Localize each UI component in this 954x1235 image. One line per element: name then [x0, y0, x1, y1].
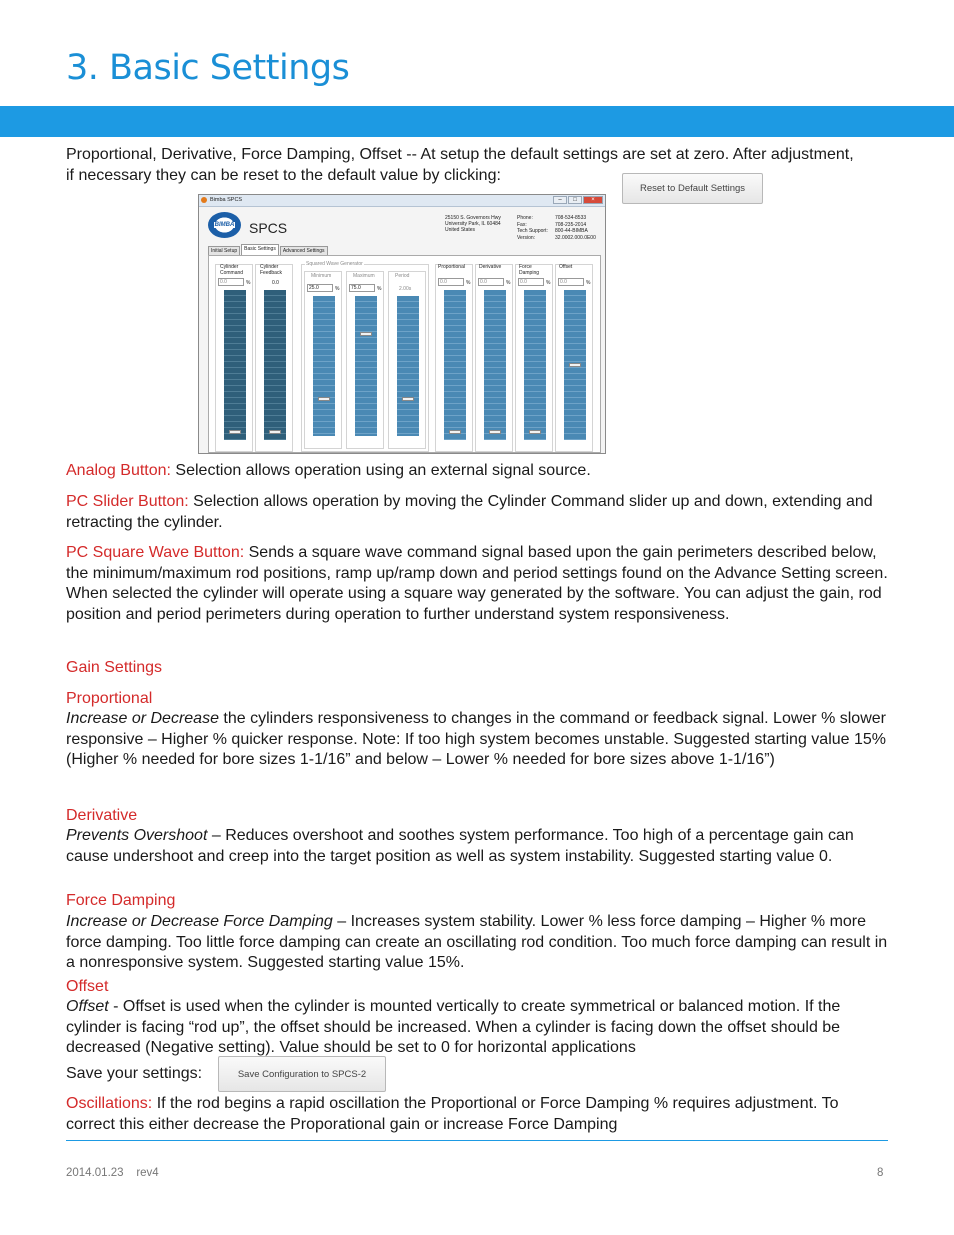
period-group — [388, 271, 426, 449]
cyl-command-slider[interactable] — [224, 290, 246, 440]
logo-text: BIMBA — [214, 222, 235, 228]
contact-key: Phone: — [517, 215, 533, 221]
osc-text: If the rod begins a rapid oscillation the Proportional or Force Damping % requires adjustment. To correct this either decrease the Proporational gain or increase Force Damping — [66, 1095, 839, 1133]
minimum-slider[interactable] — [313, 296, 335, 436]
slider-thumb — [269, 430, 281, 434]
address-line: 25150 S. Governors Hwy — [445, 215, 501, 221]
cyl-command-input[interactable]: 0.0 — [218, 278, 244, 286]
period-value: 2.00s — [399, 286, 412, 292]
pcslider-label: PC Slider Button: — [66, 493, 189, 510]
square-wave-title: Squared Wave Generator — [306, 261, 363, 267]
cyl-command-label: Cylinder — [220, 264, 239, 270]
cyl-feedback-group — [255, 264, 293, 452]
window-titlebar — [199, 195, 605, 207]
unit-label: % — [335, 286, 340, 292]
slider-thumb[interactable] — [529, 430, 541, 434]
proportional-group — [435, 264, 473, 452]
force-damping-input[interactable]: 0.0 — [518, 278, 544, 286]
header-band — [0, 106, 954, 137]
footer-date: 2014.01.23 rev4 — [66, 1167, 159, 1179]
offset-input[interactable]: 0.0 — [558, 278, 584, 286]
offset-paragraph — [66, 997, 888, 1059]
period-slider[interactable] — [397, 296, 419, 436]
unit-label: % — [377, 286, 382, 292]
maximum-group — [346, 271, 384, 449]
address-line: University Park, IL 60484 — [445, 221, 501, 227]
derivative-slider[interactable] — [484, 290, 506, 440]
minimum-label: Minimum — [311, 273, 332, 279]
tab-basic-settings[interactable]: Basic Settings — [241, 244, 279, 255]
cyl-feedback-label: Cylinder — [260, 264, 279, 270]
contact-key: Fax: — [517, 221, 527, 228]
analog-label: Analog Button: — [66, 462, 171, 479]
derivative-input[interactable]: 0.0 — [478, 278, 504, 286]
slider-thumb[interactable] — [489, 430, 501, 434]
proportional-slider[interactable] — [444, 290, 466, 440]
window-title: Bimba SPCS — [210, 197, 243, 203]
minimum-input[interactable]: 25.0 — [307, 284, 333, 292]
gain-heading: Gain Settings — [66, 659, 163, 676]
reset-default-button[interactable]: Reset to Default Settings — [622, 173, 763, 204]
slider-thumb[interactable] — [318, 397, 330, 401]
maximum-slider[interactable] — [355, 296, 377, 436]
slider-thumb[interactable] — [360, 332, 372, 336]
app-icon — [201, 197, 207, 203]
offset-group — [555, 264, 593, 452]
intro-paragraph: Proportional, Derivative, Force Damping, Offset -- At setup the default settings are set at zero. After adjustment, if necessary they can be reset to the default value by clicking: — [66, 146, 854, 184]
square-wave-group — [301, 261, 429, 452]
address-block — [445, 215, 501, 233]
analog-text: Selection allows operation using an external signal source. — [170, 462, 591, 479]
maximum-input[interactable]: 75.0 — [349, 284, 375, 292]
deriv-em: Prevents Overshoot — [66, 827, 208, 844]
deriv-paragraph — [66, 826, 888, 867]
cyl-feedback-value: 0.0 — [272, 280, 279, 286]
save-config-button[interactable]: Save Configuration to SPCS-2 — [218, 1056, 386, 1092]
offset-em: Offset — [66, 998, 109, 1015]
square-text: Sends a square wave command signal based upon the gain perimeters described below, the minimum/maximum rod positions, ramp up/ramp down and period settings found on the Advance Setting screen. When selected the cylinder will operate using a square way generated by the software. You can adjust the gain, rod position and period perimeters during operation to further understand system responsiveness. — [66, 544, 888, 623]
proportional-label: Proportional — [438, 264, 465, 270]
force-damping-group — [515, 264, 553, 452]
force-damping-label: Force — [519, 264, 532, 270]
contact-block — [517, 215, 596, 241]
tab-advanced-settings[interactable]: Advanced Settings — [280, 246, 328, 257]
unit-label: % — [506, 280, 511, 286]
derivative-label: Derivative — [479, 264, 502, 270]
cyl-feedback-label: Feedback — [260, 269, 282, 276]
offset-label: Offset — [559, 264, 573, 270]
slider-thumb[interactable] — [402, 397, 414, 401]
deriv-heading: Derivative — [66, 807, 138, 824]
square-paragraph — [66, 543, 888, 625]
contact-key: Version: — [517, 234, 536, 241]
prop-text: the cylinders responsiveness to changes in the command or feedback signal. Lower % slower responsive – Higher % quicker response. Note: If too high system becomes unstable. Suggested starting value 15% (Higher % needed for bore sizes 1-1/16” and below – Lower % needed for bore sizes above 1-1/16”) — [66, 710, 887, 768]
period-label: Period — [395, 273, 410, 279]
cyl-feedback-slider — [264, 290, 286, 440]
proportional-input[interactable]: 0.0 — [438, 278, 464, 286]
pcslider-paragraph — [66, 492, 888, 533]
force-damping-label: Damping — [519, 269, 540, 276]
deriv-text: – Reduces overshoot and soothes system performance. Too high of a percentage gain can cause undershoot and creep into the target position as well as system instability. Suggested starting value 0. — [66, 827, 854, 865]
slider-thumb[interactable] — [229, 430, 241, 434]
page-title: 3. Basic Settings — [66, 48, 350, 88]
prop-heading: Proportional — [66, 690, 153, 707]
offset-heading: Offset — [66, 978, 109, 995]
app-name: SPCS — [249, 220, 288, 236]
bimba-logo — [208, 212, 241, 238]
maximize-button[interactable]: □ — [568, 196, 582, 204]
address-line: United States — [445, 227, 476, 233]
prop-em: Increase or Decrease — [66, 710, 219, 727]
cyl-command-label: Command — [220, 269, 244, 276]
unit-label: % — [466, 280, 471, 286]
contact-value: 708-534-8533 — [555, 215, 587, 221]
pcslider-text: Selection allows operation by moving the Cylinder Command slider up and down, extending and retracting the cylinder. — [66, 493, 873, 531]
unit-label: % — [586, 280, 591, 286]
save-text: Save your settings: — [66, 1065, 203, 1082]
force-heading: Force Damping — [66, 892, 176, 909]
osc-paragraph — [66, 1094, 888, 1135]
prop-paragraph — [66, 709, 888, 771]
slider-thumb[interactable] — [569, 363, 581, 367]
page-number: 8 — [877, 1167, 884, 1179]
analog-paragraph — [66, 461, 888, 482]
tab-initial-setup[interactable]: Initial Setup — [208, 246, 240, 257]
force-paragraph — [66, 912, 888, 974]
unit-label: % — [246, 280, 251, 286]
spcs-screenshot — [198, 194, 606, 454]
minimum-group — [304, 271, 342, 449]
slider-thumb[interactable] — [449, 430, 461, 434]
force-damping-slider[interactable] — [524, 290, 546, 440]
unit-label: % — [546, 280, 551, 286]
osc-label: Oscillations: — [66, 1095, 153, 1112]
offset-slider[interactable] — [564, 290, 586, 440]
maximum-label: Maximum — [353, 273, 375, 279]
contact-key: Tech Support: — [517, 228, 548, 234]
contact-value: 708-235-2014 — [555, 221, 587, 228]
minimize-button[interactable]: – — [553, 196, 567, 204]
close-button[interactable]: × — [583, 196, 603, 204]
force-em: Increase or Decrease Force Damping — [66, 913, 333, 930]
derivative-group — [475, 264, 513, 452]
force-text: – Increases system stability. Lower % less force damping – Higher % more force damping. Too little force damping can create an oscillating rod condition. Too much force damping can result in a nonresponsive system. Suggested starting value 15%. — [66, 913, 888, 971]
square-label: PC Square Wave Button: — [66, 544, 245, 561]
offset-text: - Offset is used when the cylinder is mounted vertically to create symmetrical or balanced motion. If the cylinder is facing “rod up”, the offset should be increased. When a cylinder is facing down the offset should be decreased (Negative setting). Value should be set to 0 for horizontal applications — [66, 998, 841, 1056]
cyl-command-group — [215, 264, 253, 452]
basic-settings-panel — [208, 255, 601, 453]
footer-rule — [66, 1140, 888, 1141]
contact-value: 32.0002.000.0E00 — [555, 234, 596, 241]
contact-value: 800-44-BIMBA — [555, 228, 588, 234]
